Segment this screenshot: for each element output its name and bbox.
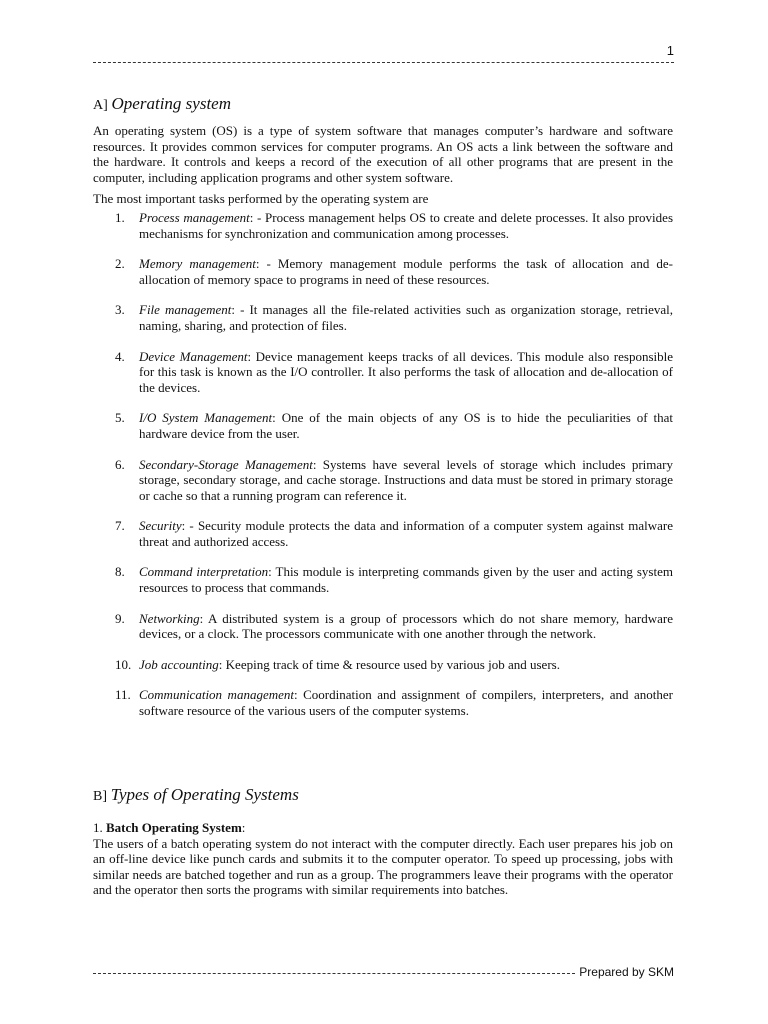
list-item-number: 4. [115, 348, 125, 364]
header-divider [93, 62, 674, 63]
list-item-text: : Systems have several levels of storage which includes primary storage, secondary storage, and cache storage. Instructions and data must be stored in primary storage or cache so that a running program can reference it. [139, 456, 673, 503]
list-item-text: : A distributed system is a group of processors which do not share memory, hardware devices, or a clock. The processors communicate with one another through the network. [139, 610, 673, 642]
batch-os-description: The users of a batch operating system do not interact with the computer directly. Each user prepares his job on an off-line device like punch cards and submits it to the computer operator. To speed up processing, jobs with similar needs are batched together and run as a group. The programmers leave their programs with the operator and the operator then sorts the programs with similar requirements into batches. [93, 835, 673, 898]
section-operating-system [93, 95, 673, 734]
list-item [93, 518, 673, 549]
footer-divider [93, 973, 575, 974]
section-a-title: Operating system [111, 94, 231, 113]
batch-os-colon: : [241, 820, 246, 835]
section-types-of-os [93, 786, 673, 898]
list-item-number: 2. [115, 256, 125, 272]
list-item [93, 657, 673, 673]
list-item-number: 6. [115, 456, 125, 472]
list-item [93, 457, 673, 504]
list-item-number: 11. [115, 687, 131, 703]
list-item [93, 302, 673, 333]
list-item-text: : Coordination and assignment of compilers, interpreters, and another software resource of the various users of the computer systems. [139, 687, 673, 719]
list-item-text: : - Memory management module performs the task of allocation and de-allocation of memory space to programs in need of these resources. [139, 256, 673, 287]
list-item-number: 1. [115, 209, 125, 225]
list-item-term: Command interpretation [139, 564, 269, 580]
footer-credit: Prepared by SKM [579, 965, 674, 979]
list-item-term: Process management [139, 209, 250, 225]
list-item-number: 8. [115, 564, 125, 580]
batch-os-number: 1. [93, 820, 103, 835]
list-item-number: 9. [115, 610, 125, 626]
section-b-heading [93, 786, 673, 806]
tasks-intro: The most important tasks performed by the operating system are [93, 191, 429, 207]
list-item-term: Networking [139, 610, 200, 626]
list-item-term: Security [139, 518, 182, 534]
list-item-text: : Keeping track of time & resource used by various job and users. [218, 656, 560, 672]
list-item-term: I/O System Management [139, 410, 273, 426]
page-number: 1 [666, 43, 674, 58]
list-item-text: : One of the main objects of any OS is to hide the peculiarities of that hardware device from the user. [139, 410, 673, 441]
list-item-term: File management [139, 302, 232, 318]
list-item-term: Communication management [139, 687, 294, 703]
list-item-term: Secondary-Storage Management [139, 456, 313, 472]
batch-os-heading [93, 820, 673, 836]
list-item [93, 410, 673, 441]
list-item-text: : - Security module protects the data and information of a computer system against malware threat and authorized access. [139, 518, 673, 549]
list-item [93, 349, 673, 396]
list-item [93, 687, 673, 718]
list-item-number: 3. [115, 302, 125, 318]
section-a-heading [93, 95, 673, 115]
list-item-number: 10. [115, 656, 132, 672]
list-item-number: 7. [115, 518, 125, 534]
list-item-number: 5. [115, 410, 125, 426]
section-b-marker: B] [93, 789, 107, 804]
list-item-text: : This module is interpreting commands given by the user and acting system resources to process that commands. [139, 564, 673, 596]
tasks-list [93, 210, 673, 719]
list-item-text: : Device management keeps tracks of all devices. This module also responsible for this task is known as the I/O controller. It also performs the task of allocation and de-allocation of the devices. [139, 348, 673, 395]
list-item-term: Job accounting [139, 656, 219, 672]
list-item [93, 256, 673, 287]
list-item-text: : - Process management helps OS to create and delete processes. It also provides mechanisms for synchronization and communication among processes. [139, 209, 673, 241]
list-item-term: Memory management [139, 256, 256, 272]
list-item [93, 564, 673, 595]
section-a-intro: An operating system (OS) is a type of system software that manages computer’s hardware and software resources. It provides common services for computer programs. An OS acts a link between the software and the hardware. It controls and keeps a record of the execution of all other programs that are present in the computer, including application programs and other system software. [93, 123, 673, 185]
section-b-title: Types of Operating Systems [110, 785, 299, 804]
batch-os-title: Batch Operating System [106, 820, 242, 835]
list-item [93, 611, 673, 642]
footer [93, 963, 674, 981]
list-item-term: Device Management [139, 348, 248, 364]
list-item-text: : - It manages all the file-related activities such as organization storage, retrieval, naming, sharing, and protection of files. [139, 302, 673, 333]
list-item [93, 210, 673, 241]
section-a-marker: A] [93, 98, 108, 113]
